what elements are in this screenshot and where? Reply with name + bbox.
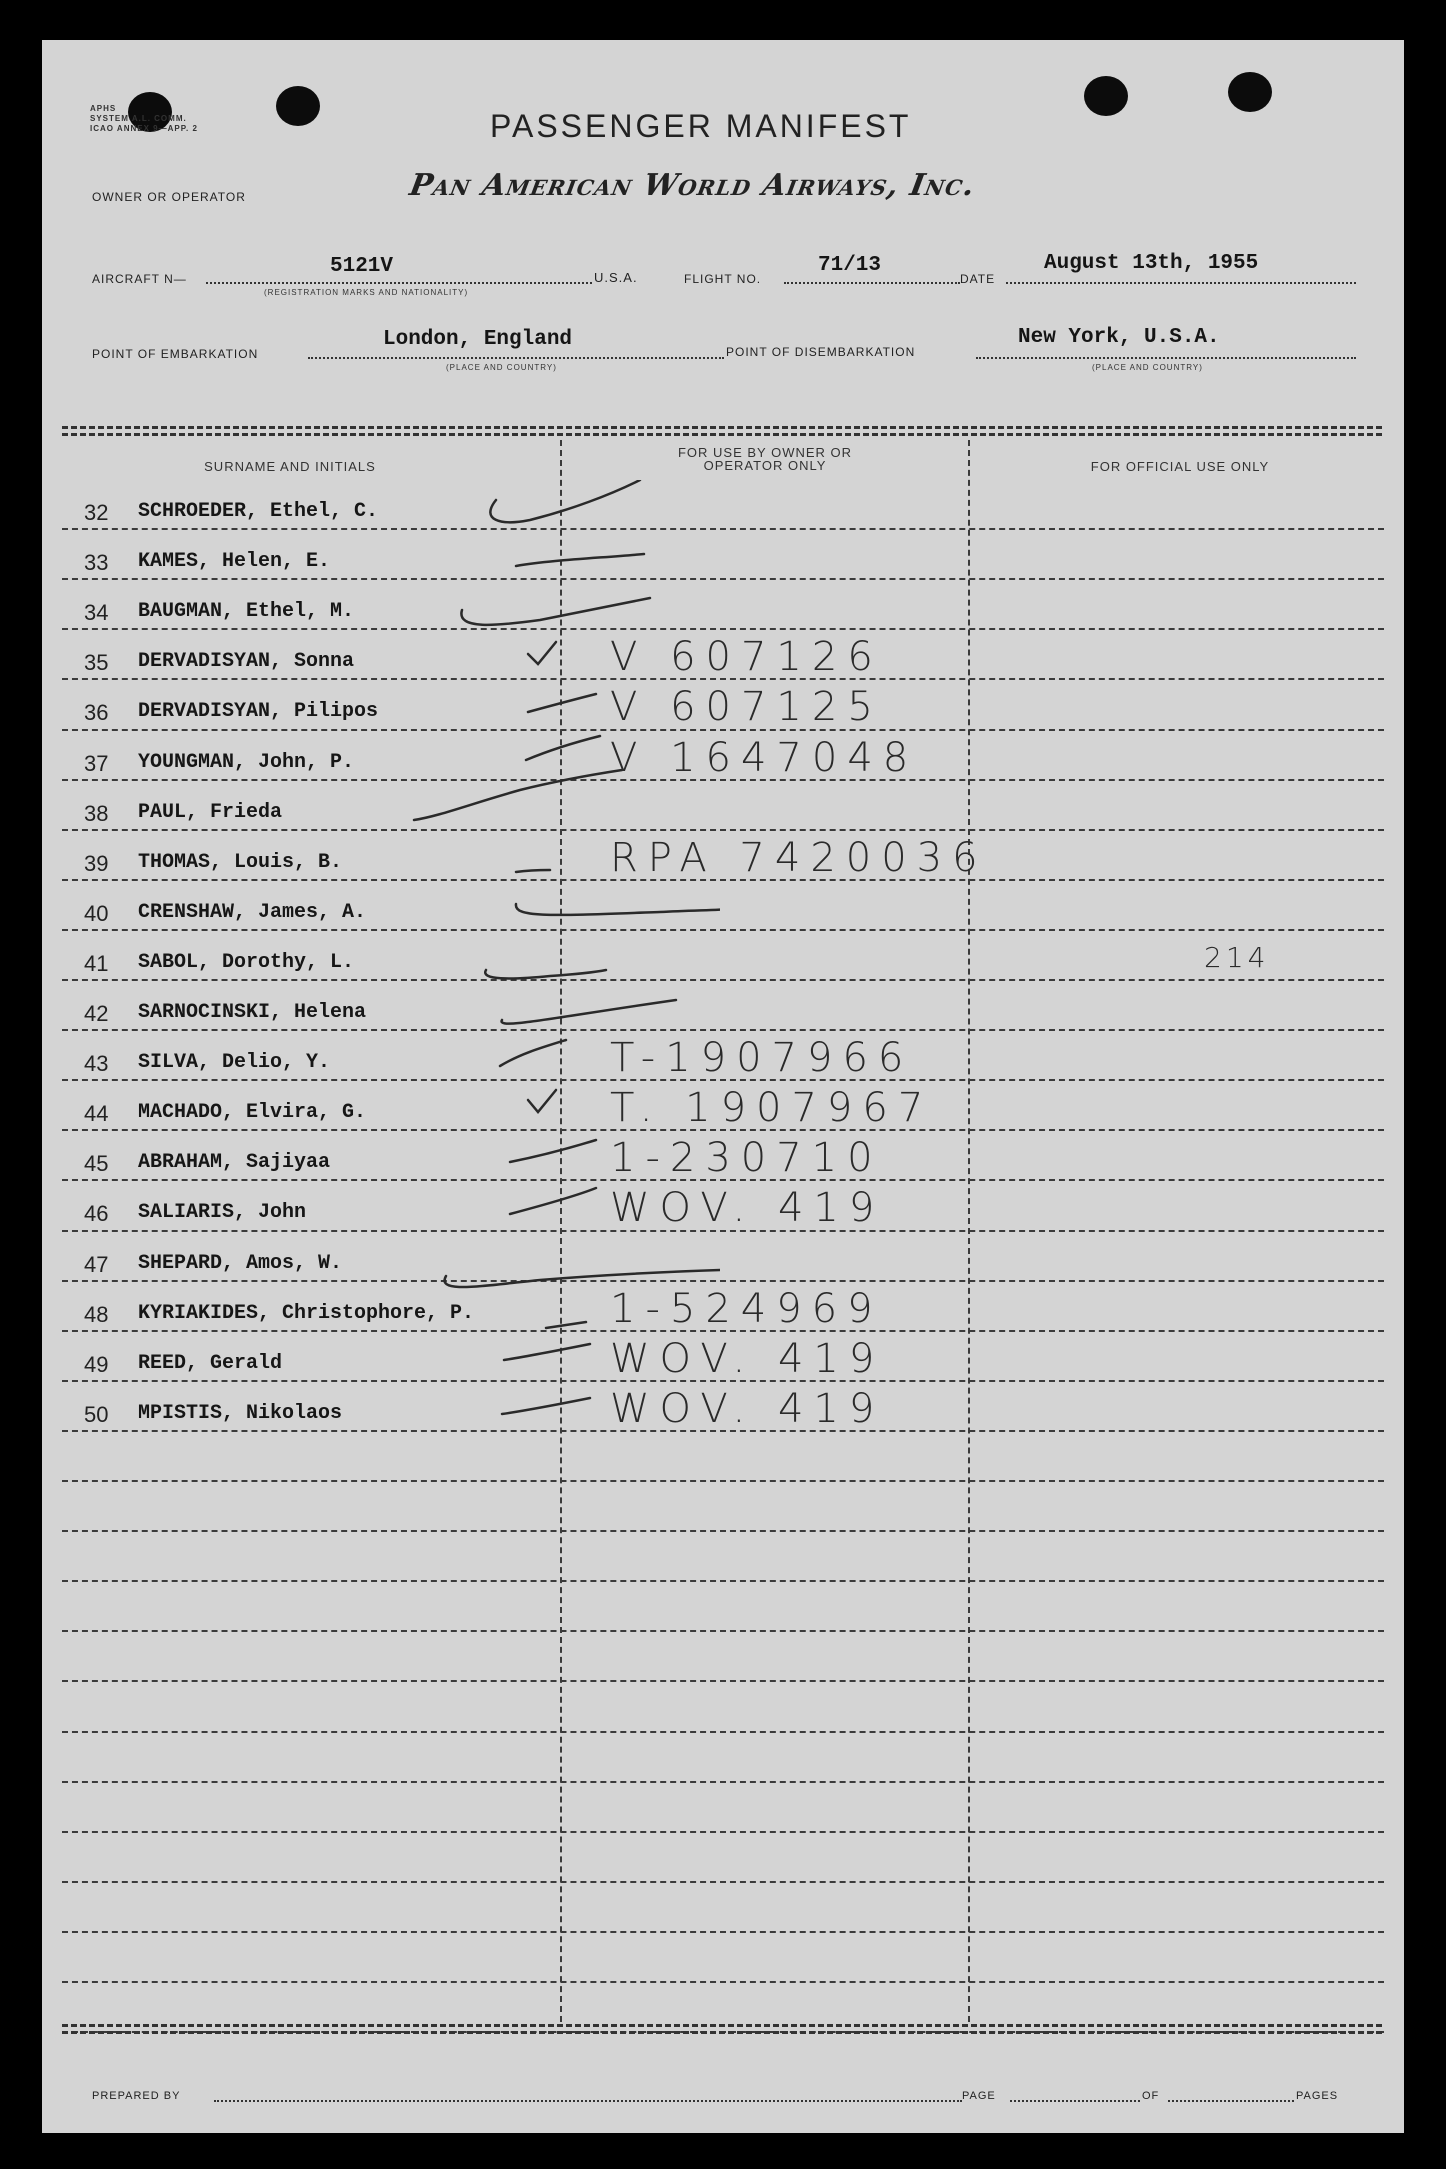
- ruled-line: [62, 1029, 1384, 1031]
- disembark-label: POINT OF DISEMBARKATION: [726, 345, 916, 359]
- owner-note: V 607125: [610, 684, 883, 731]
- passenger-name: DERVADISYAN, Pilipos: [138, 700, 379, 724]
- header-separator: [62, 433, 1384, 436]
- owner-note: V 1647048: [610, 734, 919, 781]
- column-official-use: FOR OFFICIAL USE ONLY: [1090, 459, 1270, 474]
- owner-note: WOV. 419: [610, 1185, 885, 1232]
- row-number: 49: [84, 1351, 109, 1377]
- embark-value: London, England: [383, 328, 573, 351]
- aircraft-value: 5121V: [330, 255, 394, 278]
- owner-note: WOV. 419: [610, 1335, 885, 1382]
- passenger-name: SABOL, Dorothy, L.: [138, 950, 355, 974]
- row-number: 47: [84, 1251, 109, 1277]
- passenger-name: MACHADO, Elvira, G.: [138, 1101, 367, 1125]
- row-number: 50: [84, 1401, 109, 1427]
- owner-note: RPA 7420036: [610, 834, 988, 881]
- row-number: 43: [84, 1051, 109, 1077]
- row-number: 46: [84, 1201, 109, 1227]
- ruled-line: [62, 1881, 1384, 1883]
- passenger-name: DERVADISYAN, Sonna: [138, 650, 355, 674]
- ruled-line: [62, 1280, 1384, 1282]
- ruled-line: [62, 528, 1384, 530]
- embark-caption: (PLACE AND COUNTRY): [446, 363, 557, 372]
- row-number: 33: [84, 550, 109, 576]
- header-separator: [62, 426, 1384, 429]
- date-line: [1006, 282, 1356, 284]
- form-ref-line: ICAO ANNEX 9—APP. 2: [90, 124, 198, 133]
- ruled-line: [62, 578, 1384, 580]
- passenger-name: ABRAHAM, Sajiyaa: [138, 1151, 331, 1175]
- passenger-name: SARNOCINSKI, Helena: [138, 1001, 367, 1024]
- prepared-by-line: [214, 2100, 962, 2102]
- footer-separator: [62, 2031, 1384, 2034]
- row-number: 41: [84, 950, 109, 976]
- column-owner-use: FOR USE BY OWNER OR OPERATOR ONLY: [677, 445, 853, 473]
- passenger-name: REED, Gerald: [138, 1351, 283, 1375]
- owner-note: T-1907966: [610, 1035, 914, 1082]
- footer-separator: [62, 2024, 1384, 2027]
- row-number: 40: [84, 900, 109, 926]
- column-surname: SURNAME AND INITIALS: [204, 459, 376, 474]
- ruled-line: [62, 1781, 1384, 1783]
- aircraft-caption: (REGISTRATION MARKS AND NATIONALITY): [264, 288, 469, 297]
- of-label: OF: [1142, 2090, 1160, 2102]
- owner-note: V 607126: [610, 634, 883, 681]
- passenger-name: CRENSHAW, James, A.: [138, 900, 367, 924]
- flight-label: FLIGHT NO.: [684, 272, 762, 286]
- ruled-line: [62, 628, 1384, 630]
- ruled-line: [62, 929, 1384, 931]
- row-number: 42: [84, 1001, 109, 1026]
- passenger-name: MPISTIS, Nikolaos: [138, 1401, 343, 1425]
- pages-label: PAGES: [1296, 2090, 1339, 2102]
- row-number: 35: [84, 650, 109, 676]
- passenger-name: PAUL, Frieda: [138, 800, 283, 824]
- official-note: 214: [1204, 940, 1270, 974]
- check-marks: [400, 480, 720, 1460]
- airline-name: Pan American World Airways, Inc.: [406, 168, 978, 203]
- ruled-line: [62, 829, 1384, 831]
- flight-line: [784, 282, 960, 284]
- ruled-line: [62, 1630, 1384, 1632]
- row-number: 39: [84, 850, 109, 876]
- usa-label: U.S.A.: [594, 270, 638, 285]
- owner-label: OWNER OR OPERATOR: [92, 190, 246, 204]
- row-number: 36: [84, 700, 109, 726]
- disembark-value: New York, U.S.A.: [1018, 326, 1220, 349]
- aircraft-label: AIRCRAFT N—: [92, 272, 187, 286]
- row-number: 37: [84, 750, 109, 776]
- form-title: PASSENGER MANIFEST: [490, 108, 912, 144]
- passenger-name: YOUNGMAN, John, P.: [138, 750, 355, 774]
- ruled-line: [62, 1931, 1384, 1933]
- form-ref-line: APHS: [90, 104, 117, 113]
- date-value: August 13th, 1955: [1044, 252, 1259, 275]
- ruled-line: [62, 979, 1384, 981]
- passenger-name: SILVA, Delio, Y.: [138, 1051, 331, 1075]
- form-ref-line: SYSTEM A.L. COMM.: [90, 114, 187, 123]
- disembark-line: [976, 357, 1356, 359]
- passenger-name: SHEPARD, Amos, W.: [138, 1251, 343, 1275]
- owner-note: 1-230710: [610, 1135, 883, 1182]
- ruled-line: [62, 1580, 1384, 1582]
- ruled-line: [62, 1731, 1384, 1733]
- disembark-caption: (PLACE AND COUNTRY): [1092, 363, 1203, 372]
- ruled-line: [62, 1530, 1384, 1532]
- punch-hole: [276, 86, 320, 126]
- row-number: 38: [84, 800, 109, 826]
- flight-value: 71/13: [818, 254, 882, 277]
- prepared-by-label: PREPARED BY: [92, 2090, 181, 2102]
- passenger-name: BAUGMAN, Ethel, M.: [138, 600, 355, 624]
- punch-hole: [1228, 72, 1272, 112]
- passenger-name: SCHROEDER, Ethel, C.: [138, 500, 379, 523]
- passenger-name: THOMAS, Louis, B.: [138, 850, 343, 874]
- row-number: 48: [84, 1301, 109, 1327]
- ruled-line: [62, 1480, 1384, 1482]
- row-number: 45: [84, 1151, 109, 1177]
- owner-note: 1-524969: [610, 1285, 883, 1332]
- embark-label: POINT OF EMBARKATION: [92, 347, 259, 361]
- row-number: 32: [84, 500, 109, 525]
- embark-line: [308, 357, 724, 359]
- of-line: [1168, 2100, 1294, 2102]
- page-label: PAGE: [962, 2090, 996, 2102]
- passenger-name: SALIARIS, John: [138, 1201, 307, 1225]
- date-label: DATE: [960, 272, 996, 286]
- aircraft-line: [206, 282, 592, 284]
- page-line: [1010, 2100, 1140, 2102]
- punch-hole: [1084, 76, 1128, 116]
- passenger-name: KYRIAKIDES, Christophore, P.: [138, 1301, 475, 1325]
- row-number: 44: [84, 1101, 109, 1127]
- owner-note: WOV. 419: [610, 1385, 885, 1432]
- row-number: 34: [84, 600, 109, 626]
- ruled-line: [62, 1981, 1384, 1983]
- ruled-line: [62, 1831, 1384, 1833]
- owner-note: T. 1907967: [610, 1085, 934, 1132]
- ruled-line: [62, 1680, 1384, 1682]
- passenger-name: KAMES, Helen, E.: [138, 550, 331, 574]
